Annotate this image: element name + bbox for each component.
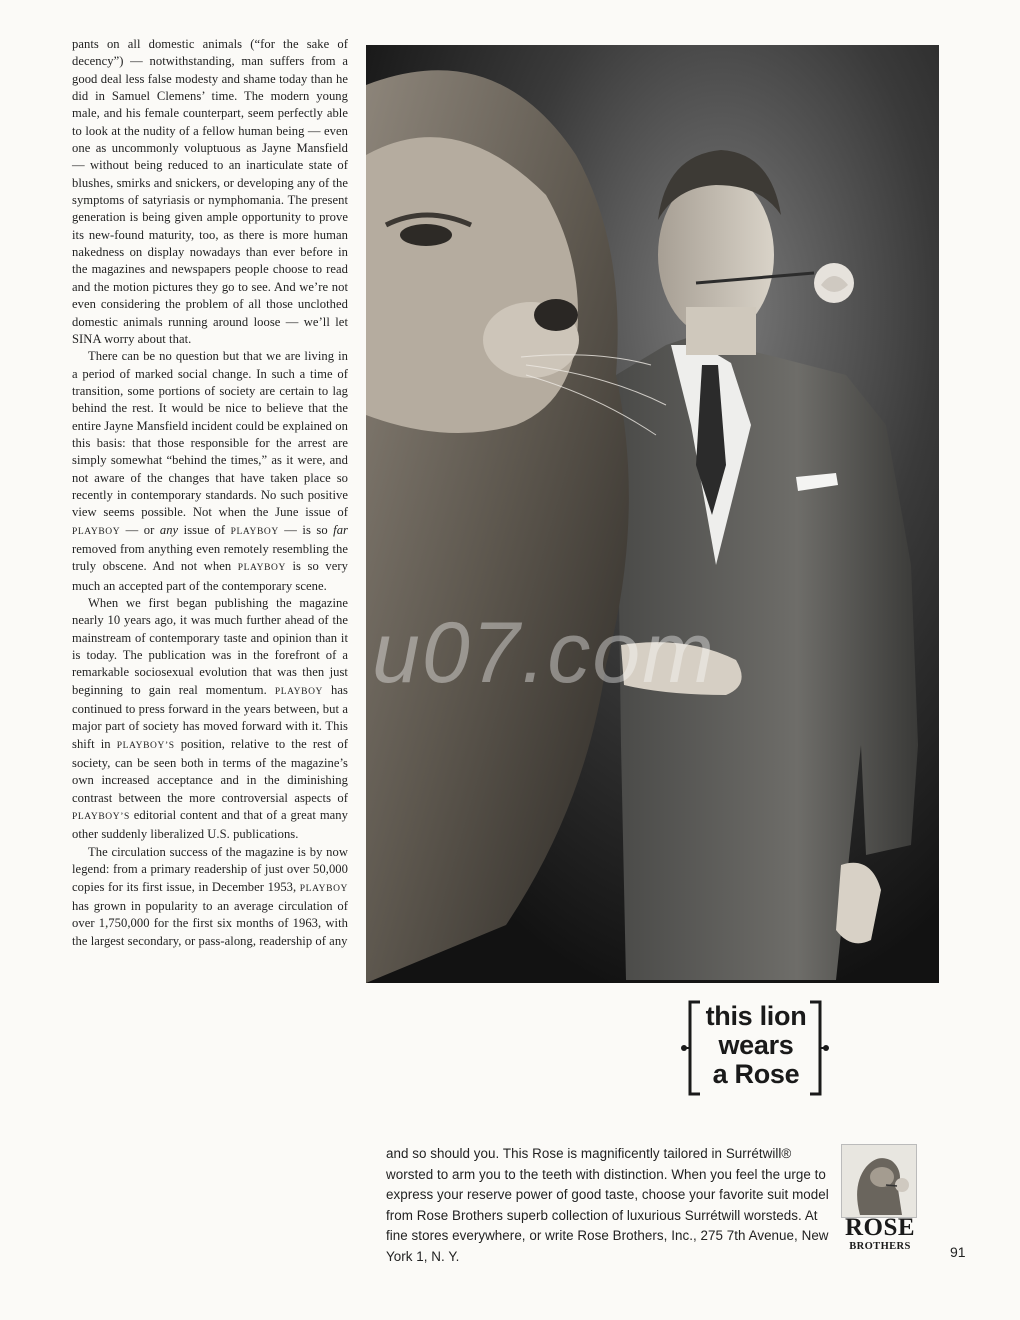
magazine-name: PLAYBOY	[72, 526, 121, 537]
lion-rose-emblem-icon	[841, 1144, 917, 1218]
article-paragraph: When we first began publishing the magazine nearly 10 years ago, it was much further ahead of the mainstream of contemporary taste and opinion than it is today. The publication was in the forefront of a remarkable sociosexual evolution that was then just beginning to gain real momentum. PLAYBOY has continued to press forward in the years between, but a major part of society has moved forward with it. This shift in PLAYBOY’S position, relative to the rest of society, can be seen both in terms of the magazine’s own increased acceptance and in the diminishing contrast between the more controversial aspects of PLAYBOY’S editorial content and that of a great many other suddenly liberalized U.S. publications.	[72, 596, 349, 842]
logo-brothers-text: BROTHERS	[849, 1241, 911, 1252]
page-number: 91	[950, 1244, 966, 1260]
tagline-text	[702, 1002, 810, 1089]
tagline-line: wears	[718, 1030, 794, 1060]
magazine-name: PLAYBOY	[230, 526, 279, 537]
emphasis-text: far	[333, 522, 348, 537]
tagline-line: a Rose	[712, 1059, 800, 1089]
magazine-name: PLAYBOY’S	[72, 812, 130, 823]
article-paragraph: There can be no question but that we are living in a period of marked social change. In such a time of transition, some portions of society are certain to lag behind the rest. It would be nice to believe that the entire Jayne Mansfield incident could be explained on this basis: that those responsible for the arrest are simply somewhat “behind the times,” as it were, and not aware of the changes that have taken place so recently in contemporary standards. No such positive view seems possible. Not when the June issue of PLAYBOY — or any issue of PLAYBOY — is so far removed from anything even remotely resembling the truly obscene. And not when PLAYBOY is so very much an accepted part of the contemporary scene.	[72, 349, 348, 593]
photo-illustration	[366, 45, 939, 983]
article-column	[72, 36, 348, 950]
article-paragraph: pants on all domestic animals (“for the sake of decency”) — notwithstanding, man suffers from a good deal less false modesty and shame today than he did in Samuel Clemens’ time. The modern young male, and his female counterpart, seem perfectly able to look at the nudity of a fellow human being — even one as uncommonly voluptuous as Jayne Mansfield — without being reduced to an inarticulate state of blushes, smirks and snickers, or developing any of the symptoms of satyriasis or nymphomania. The present generation is being given ample opportunity to prove its new-found maturity, too, as there is more human nakedness on display nowadays than ever before in the magazines and newspapers people choose to read and the motion pictures they go to see. And we’re not even considering the problem of all those unclothed domestic animals running around loose — we’ll let SINA worry about that.	[72, 37, 348, 346]
emphasis-text: any	[159, 522, 179, 537]
lion-eye	[400, 224, 452, 246]
magazine-name: PLAYBOY	[299, 883, 348, 894]
magazine-name: PLAYBOY’S	[116, 740, 175, 751]
tagline-line: this lion	[705, 1001, 807, 1031]
magazine-name: PLAYBOY	[237, 563, 286, 574]
lion-nose	[534, 299, 578, 331]
rose-brothers-logo	[839, 1144, 921, 1252]
logo-rose-text: ROSE	[844, 1214, 916, 1241]
ad-photo-lion-and-man	[366, 45, 939, 983]
ad-tagline	[680, 998, 830, 1098]
magazine-name: PLAYBOY	[274, 686, 324, 697]
watermark-text: u07.com	[372, 605, 716, 701]
man-neck	[686, 307, 756, 355]
ad-body-copy: and so should you. This Rose is magnificently tailored in Surrétwill® worsted to arm you to the teeth with distinction. When you feel the urge to express your reserve power of good taste, choose your favorite suit model from Rose Brothers superb collection of luxurious Surrétwill worsteds. At fine stores everywhere, or write Rose Brothers, Inc., 275 7th Avenue, New York 1, N. Y.	[386, 1146, 829, 1264]
article-paragraph: The circulation success of the magazine is by now legend: from a primary readership of just over 50,000 copies for its first issue, in December 1953, PLAYBOY has grown in popularity to an average circulation of over 1,750,000 for the first six months of 1963, with the largest secondary, or pass-along, readership of any	[72, 844, 348, 948]
